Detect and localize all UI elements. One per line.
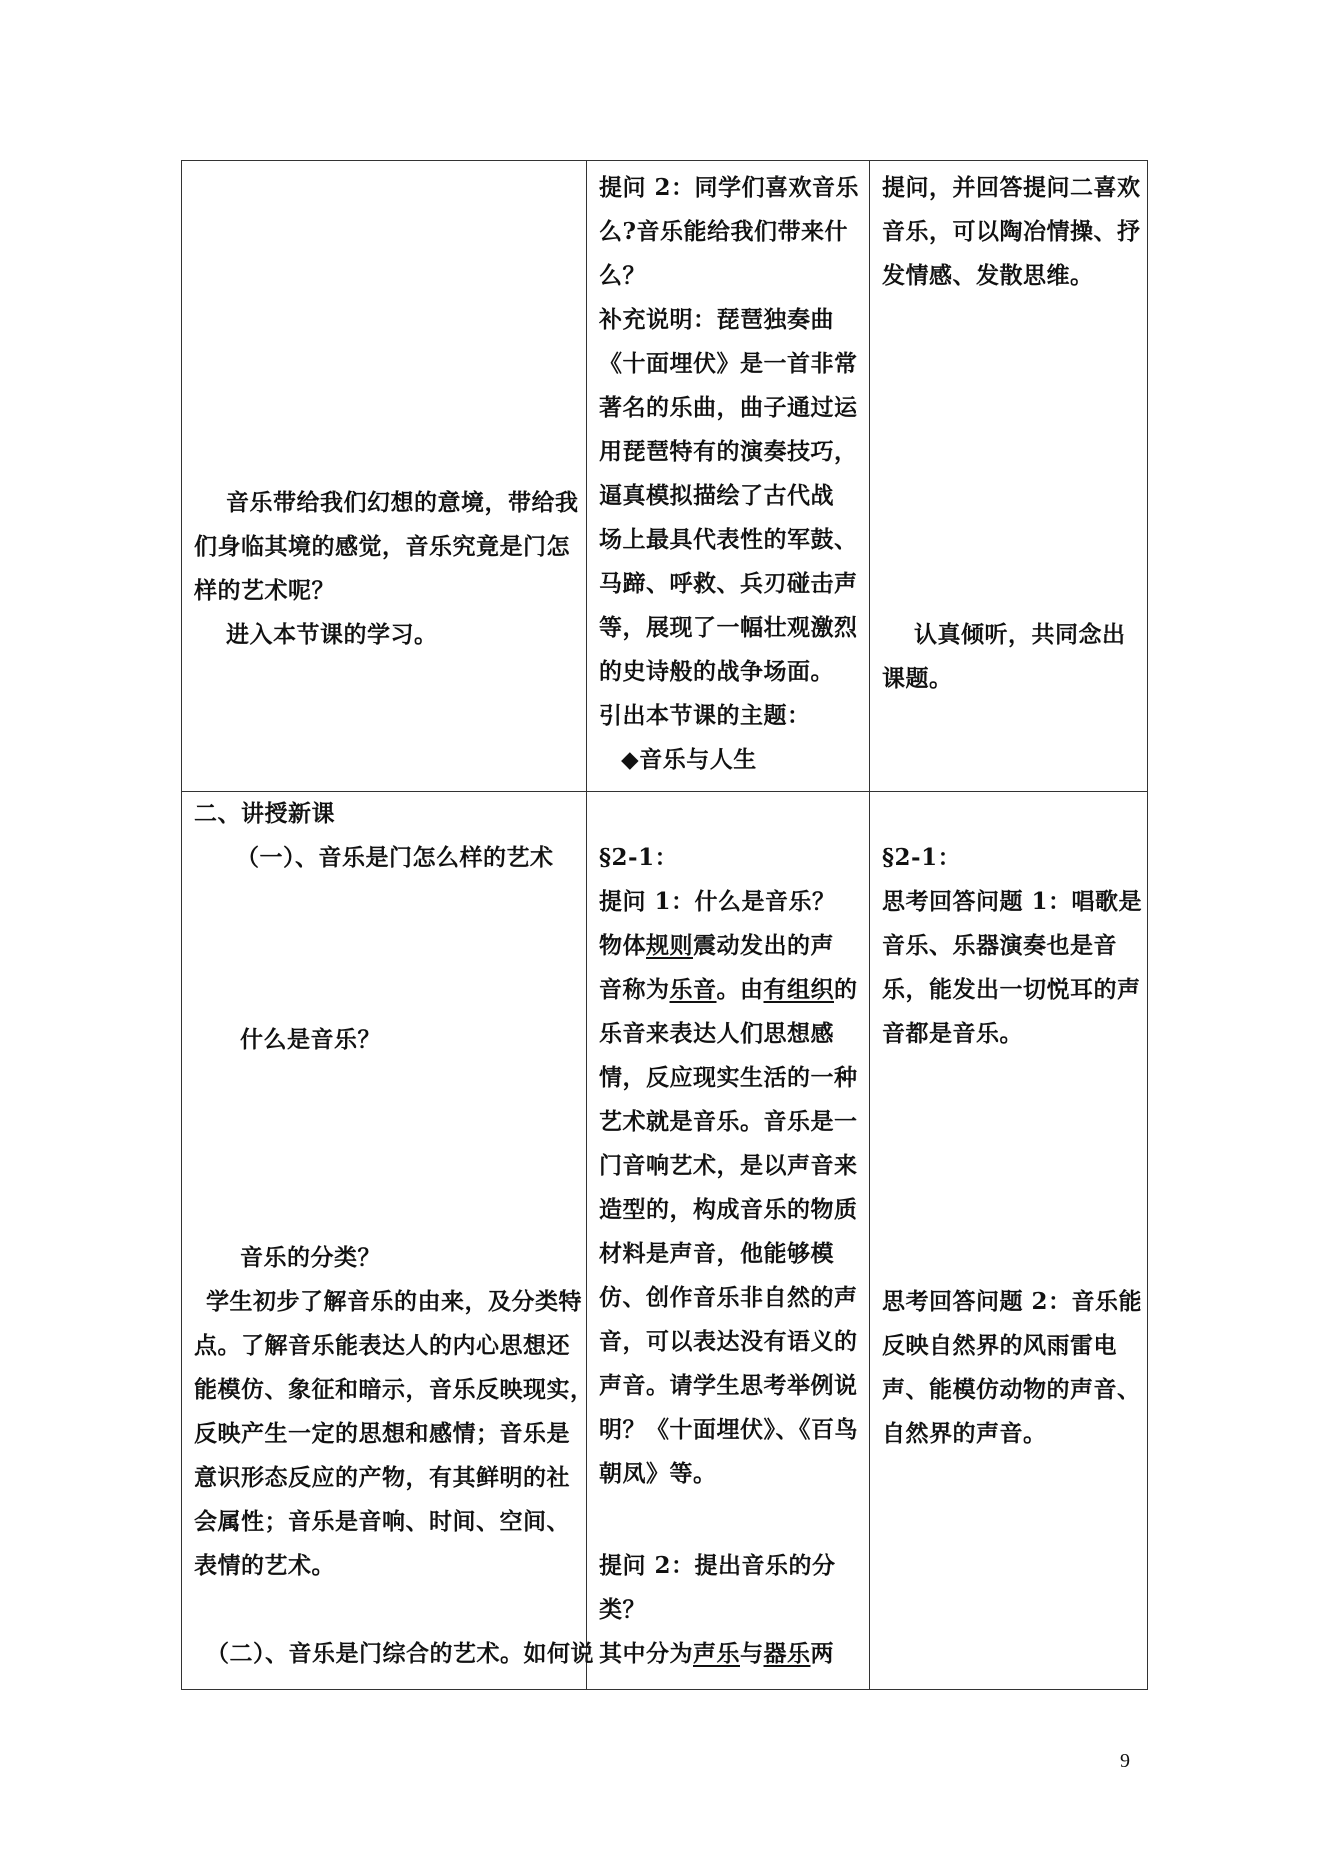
text-line: 朝凤》等。 [599, 1460, 717, 1487]
text-line: 引出本节课的主题： [599, 702, 811, 729]
text-line: 仿、创作音乐非自然的声 [599, 1284, 858, 1311]
text-line: 课题。 [882, 665, 953, 692]
text-line: 马蹄、呼救、兵刃碰击声 [599, 570, 858, 597]
teacher-activity-cell [587, 161, 870, 792]
text-line: 发情感、发散思维。 [882, 262, 1094, 289]
text-line: 能模仿、象征和暗示，音乐反映现实， [194, 1376, 594, 1403]
text-segment: 。由 [716, 976, 764, 1003]
underlined-term: 规则 [646, 932, 693, 959]
text-line: 造型的，构成音乐的物质 [599, 1196, 858, 1223]
text-line: 材料是声音，他能够模 [599, 1240, 834, 1267]
text-segment: 其中分为 [599, 1640, 693, 1667]
text-line: 明？《十面埋伏》、《百鸟 [599, 1416, 858, 1443]
text-line: 场上最具代表性的军鼓、 [599, 526, 858, 553]
text-line: 认真倾听，共同念出 [914, 621, 1126, 648]
text-line: 点。了解音乐能表达人的内心思想还 [194, 1332, 570, 1359]
text-line: 反映自然界的风雨雷电 [882, 1332, 1117, 1359]
text-line: 用琵琶特有的演奏技巧， [599, 438, 858, 465]
lesson-topic: ◆音乐与人生 [621, 746, 757, 773]
teacher-content-cell [182, 792, 594, 1690]
text-line: 艺术就是音乐。音乐是一 [599, 1108, 858, 1135]
text-segment: 两 [810, 1640, 834, 1667]
text-segment: 音称为 [599, 976, 670, 1003]
text-line: 音乐的分类？ [240, 1244, 381, 1271]
text-line: 提问，并回答提问二喜欢 [882, 174, 1141, 201]
text-line: 提问 2：提出音乐的分 [599, 1552, 836, 1579]
text-line: 自然界的声音。 [882, 1420, 1047, 1447]
text-segment: 震动发出的声 [693, 932, 834, 959]
table-row [182, 161, 1148, 792]
text-segment: 与 [740, 1640, 764, 1667]
text-line: 乐音来表达人们思想感 [599, 1020, 834, 1047]
text-line: 声音。请学生思考举例说 [599, 1372, 858, 1399]
text-line: 提问 1：什么是音乐？ [599, 888, 836, 915]
text-line: 意识形态反应的产物，有其鲜明的社 [194, 1464, 570, 1491]
table-row [182, 792, 1148, 1690]
underlined-term: 器乐 [763, 1640, 811, 1667]
text-line: 逼真模拟描绘了古代战 [599, 482, 834, 509]
text-line [599, 932, 834, 960]
text-line: 乐，能发出一切悦耳的声 [882, 976, 1141, 1003]
text-line: 著名的乐曲，曲子通过运 [599, 394, 858, 421]
text-line: 思考回答问题 1：唱歌是 [882, 888, 1143, 915]
subsection-heading: （一）、音乐是门怎么样的艺术 [236, 844, 554, 871]
underlined-term: 乐音 [669, 976, 717, 1003]
underlined-term: 声乐 [693, 1640, 740, 1667]
text-line: 门音响艺术，是以声音来 [599, 1152, 858, 1179]
text-line: 补充说明：琵琶独奏曲 [599, 306, 834, 333]
underlined-term: 有组织 [763, 976, 834, 1003]
text-line: 进入本节课的学习。 [226, 621, 438, 648]
text-line: 提问 2：同学们喜欢音乐 [599, 174, 860, 201]
subsection-heading: （二）、音乐是门综合的艺术。如何说 [206, 1640, 594, 1667]
text-line [599, 976, 858, 1004]
text-line: §2-1： [882, 844, 962, 871]
section-heading: 二、讲授新课 [194, 800, 335, 827]
text-line: §2-1： [599, 844, 679, 871]
text-segment: 的 [834, 976, 858, 1003]
text-line: 音乐、乐器演奏也是音 [882, 932, 1117, 959]
student-activity-cell [870, 161, 1148, 792]
text-line: 思考回答问题 2：音乐能 [882, 1288, 1143, 1315]
text-line: 学生初步了解音乐的由来，及分类特 [206, 1288, 582, 1315]
text-line: 会属性；音乐是音响、时间、空间、 [194, 1508, 570, 1535]
teacher-content-cell [182, 161, 587, 792]
text-line: 声、能模仿动物的声音、 [882, 1376, 1141, 1403]
student-activity-cell [870, 792, 1148, 1690]
text-line [599, 1640, 834, 1668]
lesson-plan-table [181, 160, 1148, 1690]
text-line: 么?音乐能给我们带来什 [599, 218, 848, 245]
text-segment: 物体 [599, 932, 646, 959]
text-line: 么？ [599, 262, 646, 289]
text-line: 音乐带给我们幻想的意境，带给我 [226, 489, 579, 516]
text-line: 类？ [599, 1596, 646, 1623]
text-line: 音都是音乐。 [882, 1020, 1023, 1047]
text-line: 什么是音乐？ [240, 1026, 381, 1053]
text-line: 音乐，可以陶冶情操、抒 [882, 218, 1141, 245]
text-line: 《十面埋伏》是一首非常 [599, 350, 858, 377]
text-line: 的史诗般的战争场面。 [599, 658, 834, 685]
teacher-activity-cell [587, 792, 870, 1690]
text-line: 等，展现了一幅壮观激烈 [599, 614, 858, 641]
text-line: 情，反应现实生活的一种 [599, 1064, 858, 1091]
text-line: 们身临其境的感觉，音乐究竟是门怎 [194, 533, 570, 560]
text-line: 音，可以表达没有语义的 [599, 1328, 858, 1355]
text-line: 表情的艺术。 [194, 1552, 335, 1579]
page-number: 9 [1120, 1750, 1130, 1772]
text-line: 样的艺术呢？ [194, 577, 335, 604]
text-line: 反映产生一定的思想和感情；音乐是 [194, 1420, 570, 1447]
